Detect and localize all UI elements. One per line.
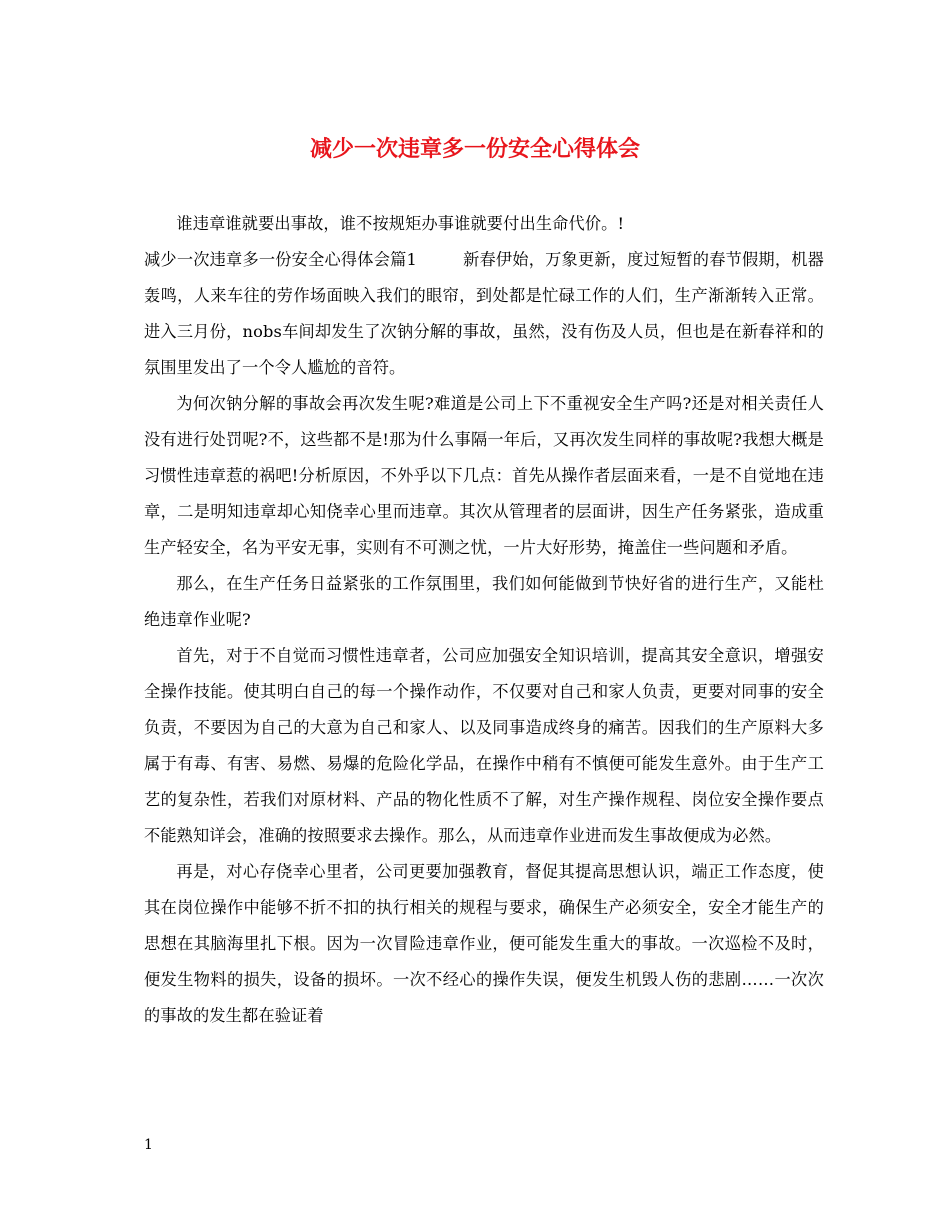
intro-paragraph: 谁违章谁就要出事故，谁不按规矩办事谁就要付出生命代价。! <box>176 214 625 233</box>
paragraph-1: 新春伊始，万象更新，度过短暂的春节假期，机器轰鸣，人来车往的劳作场面映入我们的眼帘，到处都是忙碌工作的人们，生产渐渐转入正常。进入三月份，nobs车间却发生了次钠分解的事故，虽然，没有伤及人员，但也是在新春祥和的氛围里发出了一个令人尴尬的音符。 <box>144 250 824 377</box>
paragraph-4: 首先，对于不自觉而习惯性违章者，公司应加强安全知识培训，提高其安全意识，增强安全操作技能。使其明白自己的每一个操作动作，不仅要对自己和家人负责，更要对同事的安全负责，不要因为自己的大意为自己和家人、以及同事造成终身的痛苦。因我们的生产原料大多属于有毒、有害、易燃、易爆的危险化学品，在操作中稍有不慎便可能发生意外。由于生产工艺的复杂性，若我们对原材料、产品的物化性质不了解，对生产操作规程、岗位安全操作要点不能熟知详会，准确的按照要求去操作。那么，从而违章作业进而发生事故便成为必然。 <box>144 646 824 845</box>
section-paragraph <box>144 242 824 386</box>
paragraph-5: 再是，对心存侥幸心里者，公司更要加强教育，督促其提高思想认识，端正工作态度，使其在岗位操作中能够不折不扣的执行相关的规程与要求，确保生产必须安全，安全才能生产的思想在其脑海里扎下根。因为一次冒险违章作业，便可能发生重大的事故。一次巡检不及时，便发生物料的损失，设备的损坏。一次不经心的操作失误，便发生机毁人伤的悲剧……一次次的事故的发生都在验证着 <box>144 862 824 1025</box>
paragraph-2: 为何次钠分解的事故会再次发生呢?难道是公司上下不重视安全生产吗?还是对相关责任人没有进行处罚呢?不，这些都不是!那为什么事隔一年后，又再次发生同样的事故呢?我想大概是习惯性违章惹的祸吧!分析原因，不外乎以下几点：首先从操作者层面来看，一是不自觉地在违章，二是明知违章却心知侥幸心里而违章。其次从管理者的层面讲，因生产任务紧张，造成重生产轻安全，名为平安无事，实则有不可测之忧，一片大好形势，掩盖住一些问题和矛盾。 <box>144 394 824 557</box>
paragraph-3: 那么，在生产任务日益紧张的工作氛围里，我们如何能做到节快好省的进行生产，又能杜绝违章作业呢? <box>144 574 824 629</box>
document-body <box>144 206 824 1034</box>
document-title: 减少一次违章多一份安全心得体会 <box>309 136 640 162</box>
section-heading: 减少一次违章多一份安全心得体会篇1 <box>144 250 417 269</box>
page-number: 1 <box>144 1137 153 1153</box>
